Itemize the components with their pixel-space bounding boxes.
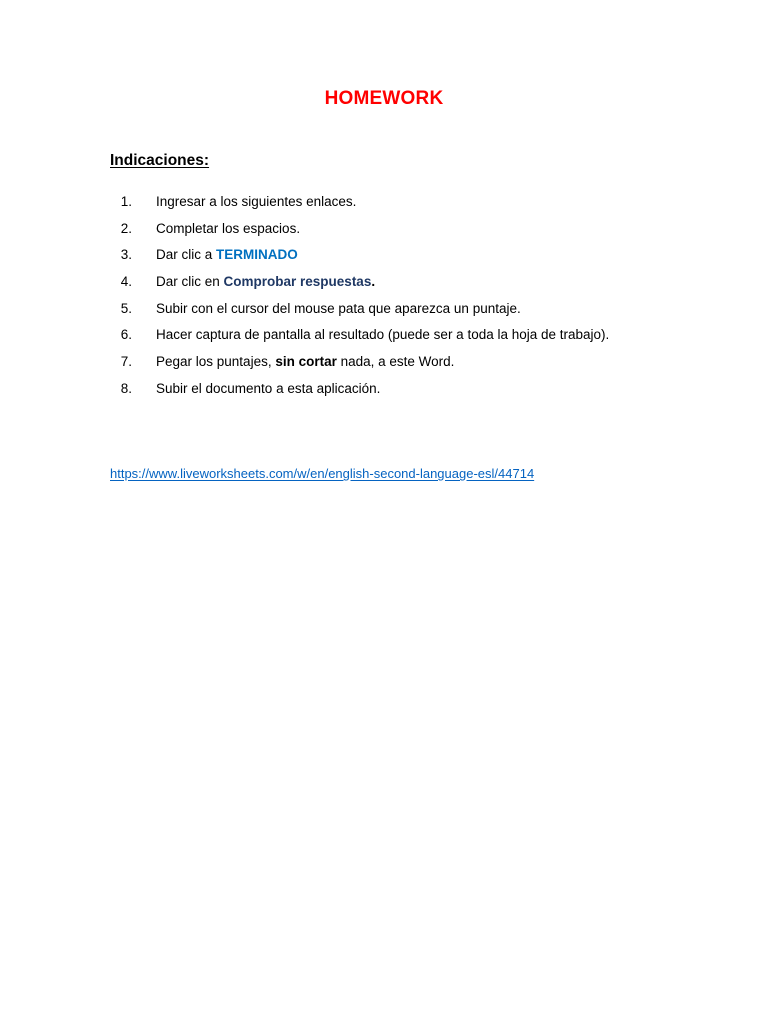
step-text: Dar clic en	[156, 274, 224, 290]
step-text: Hacer captura de pantalla al resultado (puede ser a toda la hoja de trabajo).	[156, 327, 610, 343]
list-item	[110, 325, 609, 352]
list-item	[110, 192, 609, 219]
step-text: Completar los espacios.	[156, 220, 301, 236]
list-item	[110, 272, 609, 299]
worksheet-link[interactable]: https://www.liveworksheets.com/w/en/english-second-language-esl/44714	[110, 466, 535, 481]
step-text: Subir con el cursor del mouse pata que aparezca un puntaje.	[156, 300, 521, 316]
list-item	[110, 219, 609, 246]
step-text-end: .	[371, 274, 376, 290]
step-number: 6.	[120, 327, 132, 343]
step-text: Subir el documento a esta aplicación.	[156, 380, 381, 396]
step-text: Dar clic a	[156, 247, 217, 263]
list-item	[110, 245, 609, 272]
step-number: 2.	[120, 220, 132, 236]
list-item	[110, 299, 609, 326]
step-text: Pegar los puntajes,	[156, 354, 276, 370]
step-text-end: nada, a este Word.	[336, 354, 455, 370]
instructions-heading: Indicaciones:	[110, 152, 210, 169]
step-number: 3.	[120, 247, 132, 263]
list-item	[110, 379, 609, 406]
page-title: HOMEWORK	[324, 88, 444, 109]
step-number: 1.	[120, 194, 132, 209]
instructions-list	[110, 192, 609, 406]
terminado-keyword: TERMINADO	[216, 247, 298, 263]
step-number: 8.	[120, 380, 132, 396]
step-number: 4.	[120, 274, 132, 290]
step-number: 7.	[120, 354, 132, 370]
comprobar-keyword: Comprobar respuestas	[223, 274, 372, 290]
list-item	[110, 352, 609, 379]
step-number: 5.	[120, 300, 132, 316]
step-text: Ingresar a los siguientes enlaces.	[156, 194, 357, 209]
sin-cortar-keyword: sin cortar	[275, 354, 337, 370]
